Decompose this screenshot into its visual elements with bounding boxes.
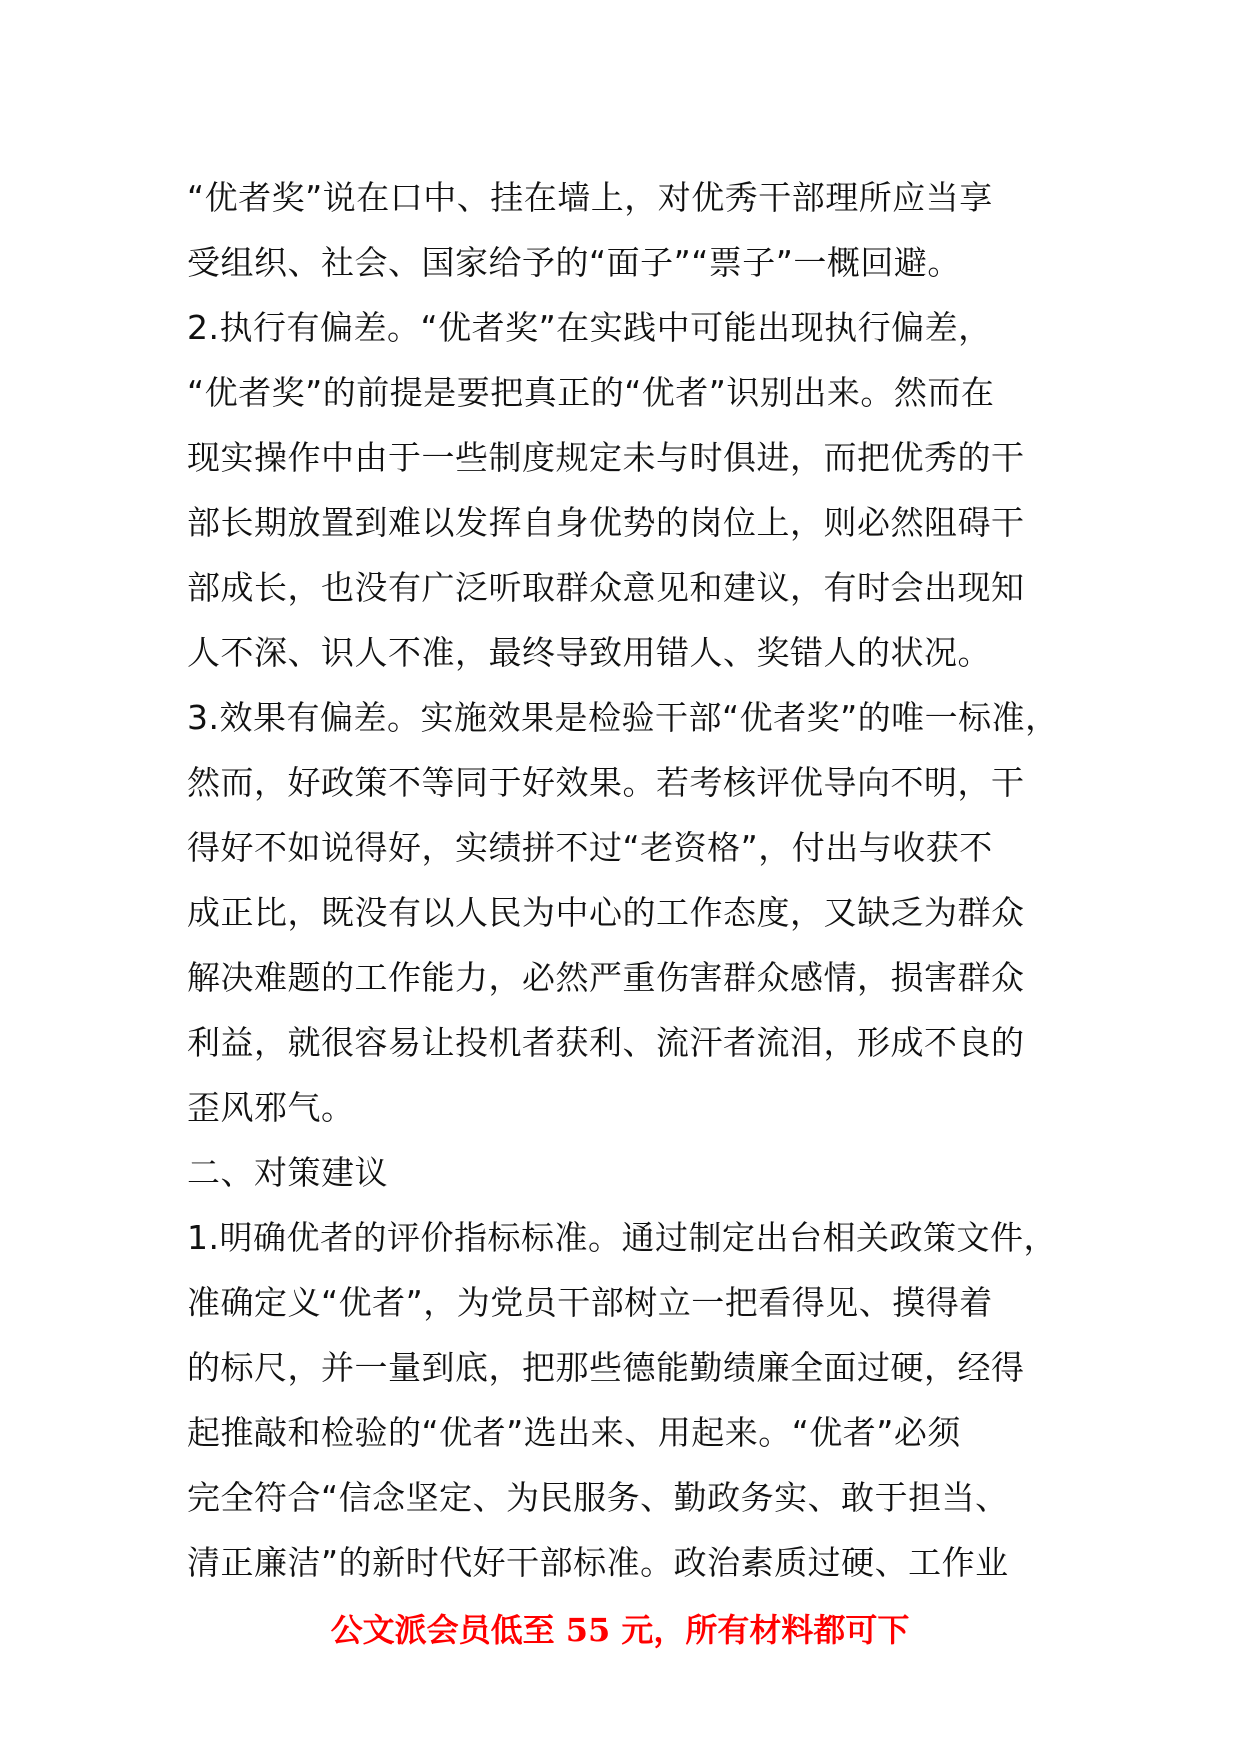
text-line: 起推敲和检验的“优者”选出来、用起来。“优者”必须	[187, 1413, 961, 1452]
text-line: 部长期放置到难以发挥自身优势的岗位上，则必然阻碍干	[187, 503, 1025, 542]
text-line: 利益，就很容易让投机者获利、流汗者流泪，形成不良的	[187, 1023, 1025, 1062]
text-line: 得好不如说得好，实绩拼不过“老资格”，付出与收获不	[187, 828, 993, 867]
text-line: 成正比，既没有以人民为中心的工作态度，又缺乏为群众	[187, 893, 1025, 932]
text-line: 现实操作中由于一些制度规定未与时俱进，而把优秀的干	[187, 438, 1025, 477]
text-line: 人不深、识人不准，最终导致用错人、奖错人的状况。	[187, 633, 991, 672]
text-line: “优者奖”说在口中、挂在墙上，对优秀干部理所应当享	[187, 178, 993, 217]
text-line: 准确定义“优者”，为党员干部树立一把看得见、摸得着	[187, 1283, 993, 1322]
text-line: 解决难题的工作能力，必然严重伤害群众感情，损害群众	[187, 958, 1025, 997]
text-line: 的标尺，并一量到底，把那些德能勤绩廉全面过硬，经得	[187, 1348, 1025, 1387]
text-line: “优者奖”的前提是要把真正的“优者”识别出来。然而在	[187, 373, 995, 412]
text-line: 受组织、社会、国家给予的“面子”“票子”一概回避。	[187, 243, 961, 282]
section-heading: 二、对策建议	[187, 1153, 388, 1192]
text-line: 完全符合“信念坚定、为民服务、勤政务实、敢于担当、	[187, 1478, 1009, 1517]
text-line: 1.明确优者的评价指标标准。通过制定出台相关政策文件，	[187, 1218, 1057, 1257]
text-line: 然而，好政策不等同于好效果。若考核评优导向不明，干	[187, 763, 1025, 802]
promo-footer: 公文派会员低至 55 元，所有材料都可下	[330, 1611, 910, 1649]
text-line: 3.效果有偏差。实施效果是检验干部“优者奖”的唯一标准，	[187, 698, 1059, 737]
text-line: 2.执行有偏差。“优者奖”在实践中可能出现执行偏差，	[187, 308, 992, 347]
document-body	[187, 165, 1077, 1595]
text-line: 部成长，也没有广泛听取群众意见和建议，有时会出现知	[187, 568, 1025, 607]
text-line: 清正廉洁”的新时代好干部标准。政治素质过硬、工作业	[187, 1543, 1009, 1582]
text-line: 歪风邪气。	[187, 1088, 355, 1127]
